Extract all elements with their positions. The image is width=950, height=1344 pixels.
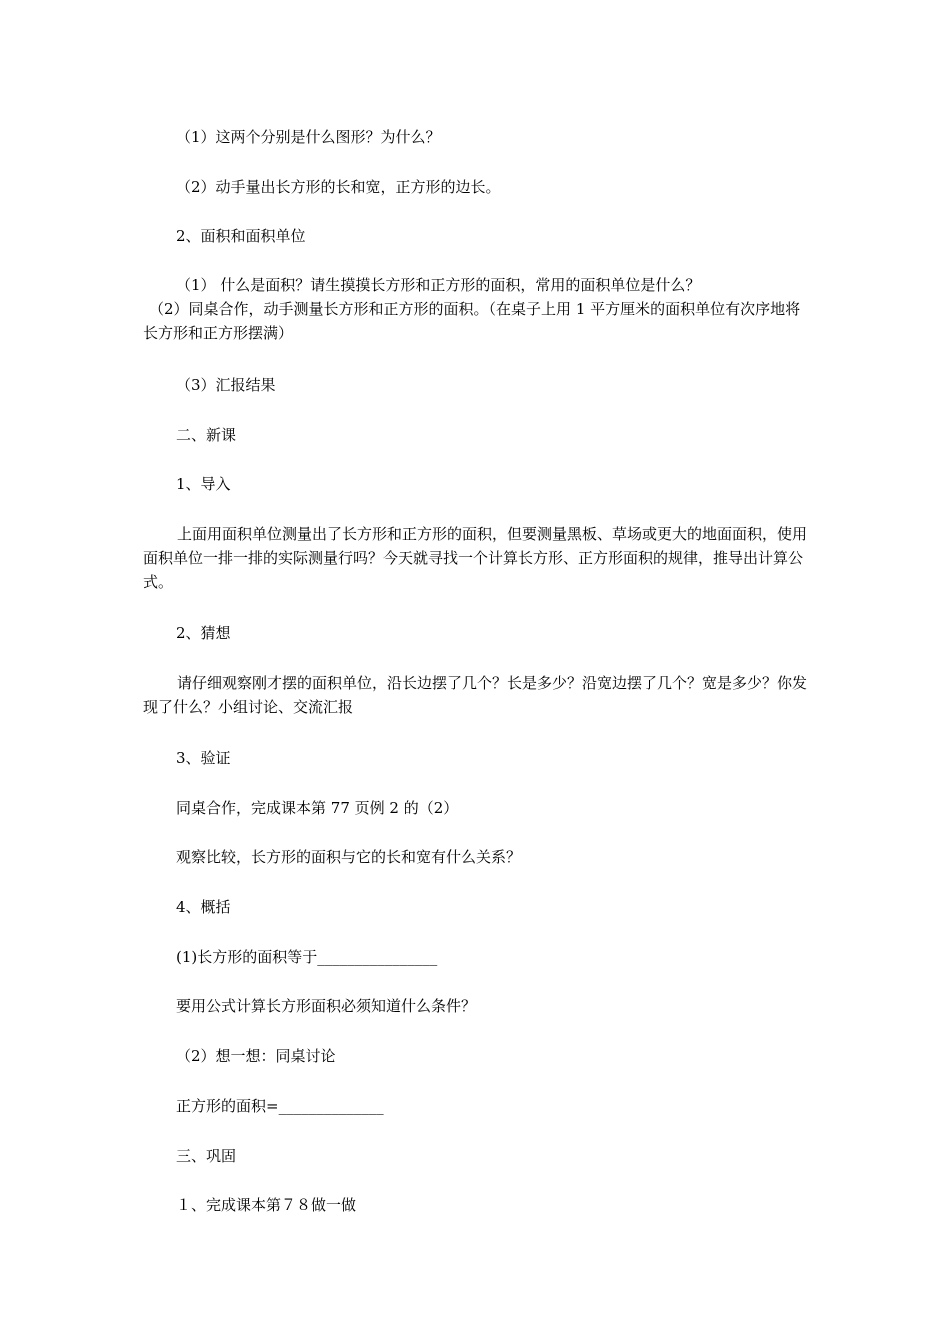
area-question-1: （1） 什么是面积？请生摸摸长方形和正方形的面积，常用的面积单位是什么？ bbox=[176, 276, 701, 294]
area-question-2: （2）同桌合作，动手测量长方形和正方形的面积。（在桌子上用 1 平方厘米的面积单位有次序地将长方形和正方形摆满） bbox=[143, 300, 801, 342]
heading-intro: 1、导入 bbox=[176, 475, 231, 493]
area-question-3: （3）汇报结果 bbox=[176, 376, 276, 394]
heading-area-units: 2、面积和面积单位 bbox=[176, 227, 306, 245]
intro-paragraph: 上面用面积单位测量出了长方形和正方形的面积，但要测量黑板、草场或更大的地面面积，使用面积单位一排一排的实际测量行吗？今天就寻找一个计算长方形、正方形面积的规律，推导出计算公式。 bbox=[143, 525, 808, 591]
heading-verify: 3、验证 bbox=[176, 749, 231, 767]
formula-condition-question: 要用公式计算长方形面积必须知道什么条件？ bbox=[176, 997, 477, 1015]
rectangle-area-blank: (1)长方形的面积等于________________ bbox=[176, 948, 438, 966]
consolidate-task-1: １、完成课本第７８做一做 bbox=[176, 1196, 357, 1214]
heading-new-lesson: 二、新课 bbox=[176, 426, 237, 444]
heading-summary: 4、概括 bbox=[176, 898, 231, 916]
heading-consolidate: 三、巩固 bbox=[176, 1147, 237, 1165]
think-discuss: （2）想一想：同桌讨论 bbox=[176, 1047, 336, 1065]
verify-question: 观察比较，长方形的面积与它的长和宽有什么关系？ bbox=[176, 848, 522, 866]
square-area-blank: 正方形的面积=______________ bbox=[176, 1097, 384, 1115]
heading-guess: 2、猜想 bbox=[176, 624, 231, 642]
question-1-shapes: （1）这两个分别是什么图形？为什么？ bbox=[176, 128, 441, 146]
verify-task: 同桌合作，完成课本第 77 页例 2 的（2） bbox=[176, 799, 459, 817]
question-2-measure: （2）动手量出长方形的长和宽，正方形的边长。 bbox=[176, 178, 501, 196]
guess-paragraph: 请仔细观察刚才摆的面积单位，沿长边摆了几个？长是多少？沿宽边摆了几个？宽是多少？你发现了什么？小组讨论、交流汇报 bbox=[143, 674, 808, 716]
